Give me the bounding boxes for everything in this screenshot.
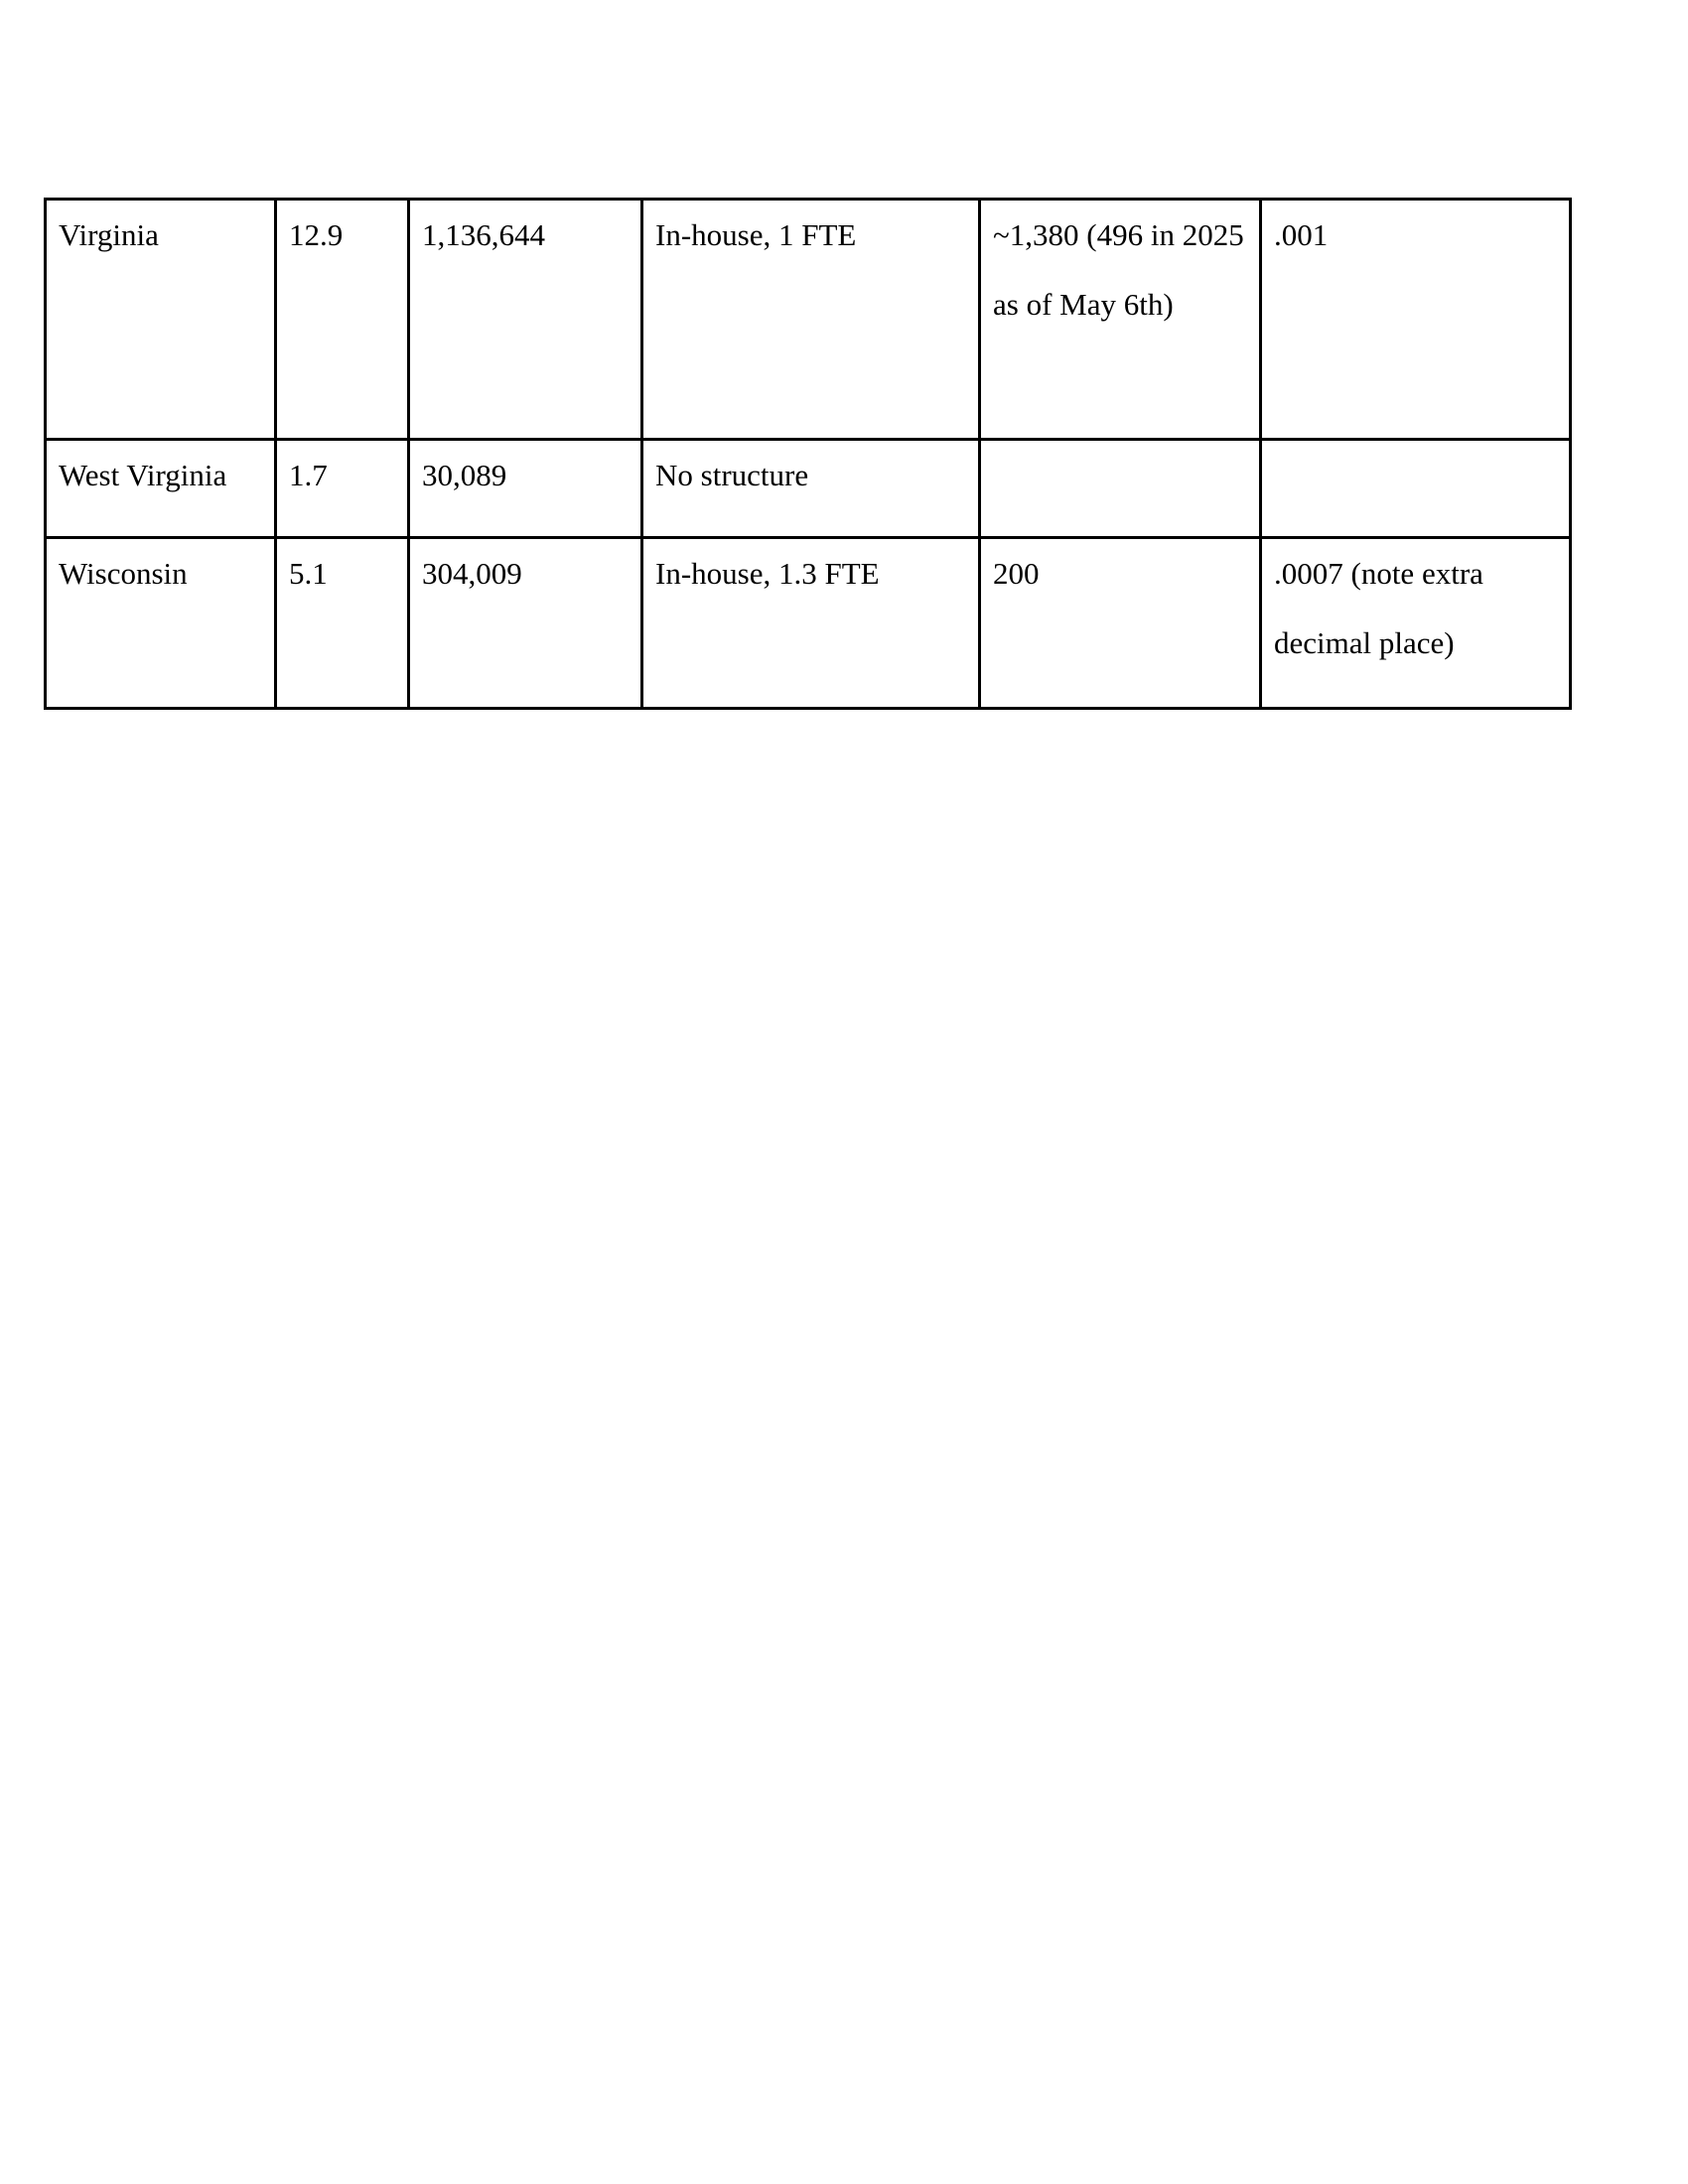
table-cell: .001 [1261, 200, 1571, 440]
table-row [46, 538, 1571, 709]
table-cell: 12.9 [276, 200, 409, 440]
table-cell: 1,136,644 [409, 200, 642, 440]
table-cell: In-house, 1.3 FTE [642, 538, 980, 709]
table-cell: In-house, 1 FTE [642, 200, 980, 440]
table-cell-state: West Virginia [46, 440, 276, 538]
table-cell: 5.1 [276, 538, 409, 709]
table-row [46, 440, 1571, 538]
table-cell-state: Wisconsin [46, 538, 276, 709]
table-cell: 304,009 [409, 538, 642, 709]
table-cell-state: Virginia [46, 200, 276, 440]
table-cell: 1.7 [276, 440, 409, 538]
table-cell: No structure [642, 440, 980, 538]
table-cell: 30,089 [409, 440, 642, 538]
table-cell: ~1,380 (496 in 2025 as of May 6th) [980, 200, 1261, 440]
table-cell [1261, 440, 1571, 538]
table-cell: .0007 (note extra decimal place) [1261, 538, 1571, 709]
state-data-table [44, 198, 1572, 710]
table-cell [980, 440, 1261, 538]
table-row [46, 200, 1571, 440]
table-cell: 200 [980, 538, 1261, 709]
